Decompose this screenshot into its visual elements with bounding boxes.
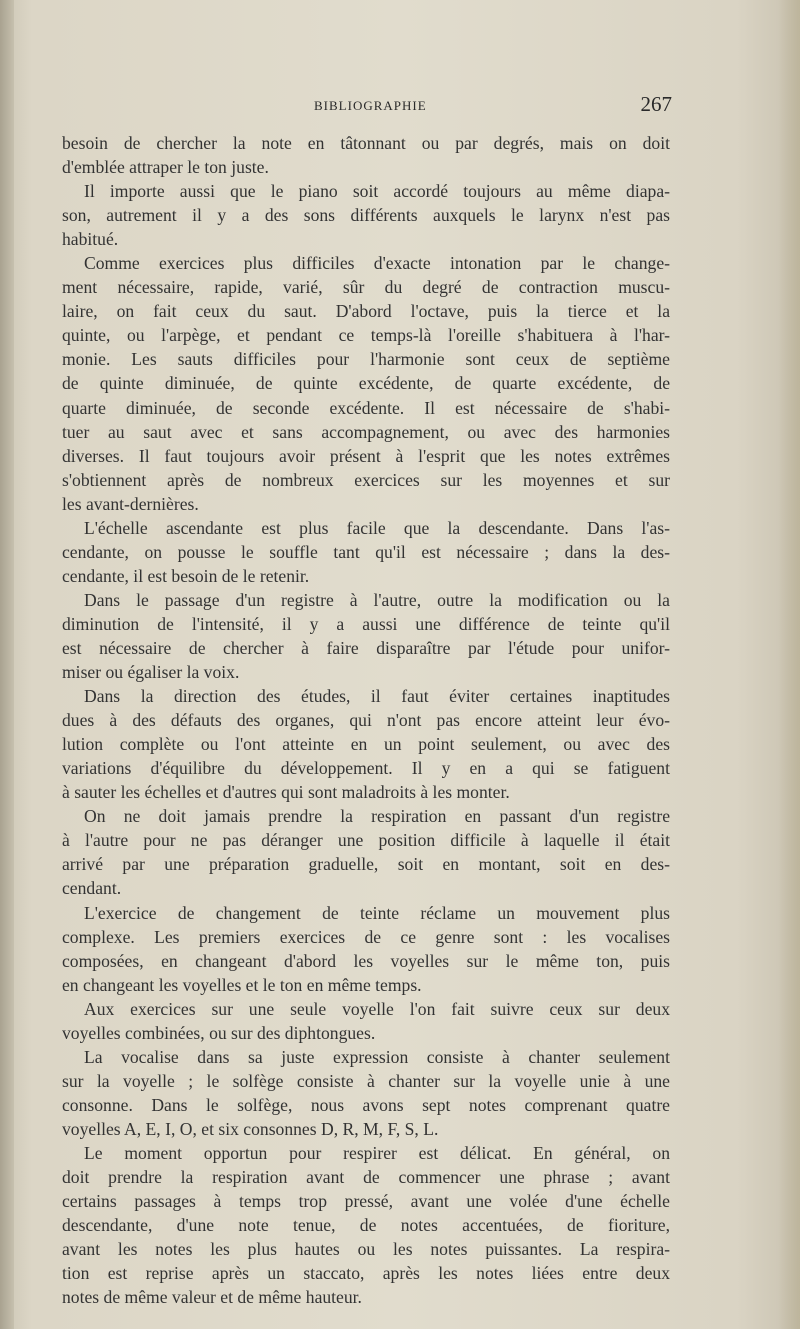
text-line: avant les notes les plus hautes ou les notes puissantes. La respira- xyxy=(62,1239,670,1260)
text-line: cendant. xyxy=(62,878,122,899)
text-line: consonne. Dans le solfège, nous avons sept notes comprenant quatre xyxy=(62,1094,670,1115)
text-line: est nécessaire de chercher à faire disparaître par l'étude pour unifor- xyxy=(62,637,670,658)
text-line: diverses. Il faut toujours avoir présent à l'esprit que les notes extrêmes xyxy=(62,445,670,466)
text-line: tuer au saut avec et sans accompagnement, ou avec des harmonies xyxy=(62,421,670,442)
text-line: habitué. xyxy=(62,229,119,250)
text-line: à sauter les échelles et d'autres qui sont maladroits à les monter. xyxy=(62,782,510,803)
text-line: en changeant les voyelles et le ton en même temps. xyxy=(62,974,422,995)
text-line: les avant-dernières. xyxy=(62,493,199,514)
text-line: doit prendre la respiration avant de commencer une phrase ; avant xyxy=(62,1167,670,1188)
text-line: complexe. Les premiers exercices de ce genre sont : les vocalises xyxy=(62,926,670,947)
text-line: On ne doit jamais prendre la respiration en passant d'un registre xyxy=(84,806,670,827)
text-line: besoin de chercher la note en tâtonnant ou par degrés, mais on doit xyxy=(62,133,670,153)
running-head: BIBLIOGRAPHIE xyxy=(314,98,427,113)
page-binding-edge xyxy=(0,0,14,1329)
text-line: de quinte diminuée, de quinte excédente, de quarte excédente, de xyxy=(62,373,670,394)
text-line: Dans le passage d'un registre à l'autre, outre la modification ou la xyxy=(84,589,670,610)
text-line: L'exercice de changement de teinte réclame un mouvement plus xyxy=(84,902,670,923)
text-line: miser ou égaliser la voix. xyxy=(62,662,240,683)
text-line: Le moment opportun pour respirer est délicat. En général, on xyxy=(84,1142,670,1163)
text-line: voyelles combinées, ou sur des diphtongues. xyxy=(62,1022,376,1043)
text-line: ment nécessaire, rapide, varié, sûr du degré de contraction muscu- xyxy=(62,277,670,298)
text-line: La vocalise dans sa juste expression consiste à chanter seulement xyxy=(84,1046,670,1067)
text-line: composées, en changeant d'abord les voyelles sur le même ton, puis xyxy=(62,950,670,971)
text-line: sur la voyelle ; le solfège consiste à chanter sur la voyelle unie à une xyxy=(62,1070,670,1091)
text-line: arrivé par une préparation graduelle, soit en montant, soit en des- xyxy=(62,854,670,875)
text-line: voyelles A, E, I, O, et six consonnes D, R, M, F, S, L. xyxy=(62,1118,439,1139)
page-header xyxy=(62,92,672,118)
text-line: Dans la direction des études, il faut éviter certaines inaptitudes xyxy=(84,686,670,707)
text-line: monie. Les sauts difficiles pour l'harmonie sont ceux de septième xyxy=(62,349,670,370)
text-line: certains passages à temps trop pressé, avant une volée d'une échelle xyxy=(62,1191,670,1212)
text-line: cendante, il est besoin de le retenir. xyxy=(62,565,310,586)
text-line: à l'autre pour ne pas déranger une position difficile à laquelle il était xyxy=(62,830,670,851)
text-line: L'échelle ascendante est plus facile que la descendante. Dans l'as- xyxy=(84,517,670,538)
body-text xyxy=(62,131,670,1309)
text-line: son, autrement il y a des sons différents auxquels le larynx n'est pas xyxy=(62,205,670,226)
text-line: d'emblée attraper le ton juste. xyxy=(62,157,269,178)
text-line: tion est reprise après un staccato, après les notes liées entre deux xyxy=(62,1263,670,1284)
text-line: cendante, on pousse le souffle tant qu'il est nécessaire ; dans la des- xyxy=(62,541,670,562)
page-outer-edge xyxy=(778,0,800,1329)
text-line: diminution de l'intensité, il y a aussi une différence de teinte qu'il xyxy=(62,613,670,634)
text-line: Aux exercices sur une seule voyelle l'on fait suivre ceux sur deux xyxy=(84,998,670,1019)
text-line: laire, on fait ceux du saut. D'abord l'octave, puis la tierce et la xyxy=(62,301,670,322)
page-number: 267 xyxy=(640,92,672,116)
text-line: variations d'équilibre du développement. Il y en a qui se fatiguent xyxy=(62,758,670,779)
text-line: Comme exercices plus difficiles d'exacte intonation par le change- xyxy=(84,253,670,274)
text-line: lution complète ou l'ont atteinte en un point seulement, ou avec des xyxy=(62,734,670,755)
text-line: s'obtiennent après de nombreux exercices sur les moyennes et sur xyxy=(62,469,670,490)
text-line: dues à des défauts des organes, qui n'ont pas encore atteint leur évo- xyxy=(62,710,670,731)
text-line: Il importe aussi que le piano soit accordé toujours au même diapa- xyxy=(84,181,670,202)
text-line: notes de même valeur et de même hauteur. xyxy=(62,1287,362,1308)
text-line: quinte, ou l'arpège, et pendant ce temps-là l'oreille s'habituera à l'har- xyxy=(62,325,670,346)
text-line: descendante, d'une note tenue, de notes accentuées, de fioriture, xyxy=(62,1215,670,1236)
text-line: quarte diminuée, de seconde excédente. Il est nécessaire de s'habi- xyxy=(62,397,670,418)
